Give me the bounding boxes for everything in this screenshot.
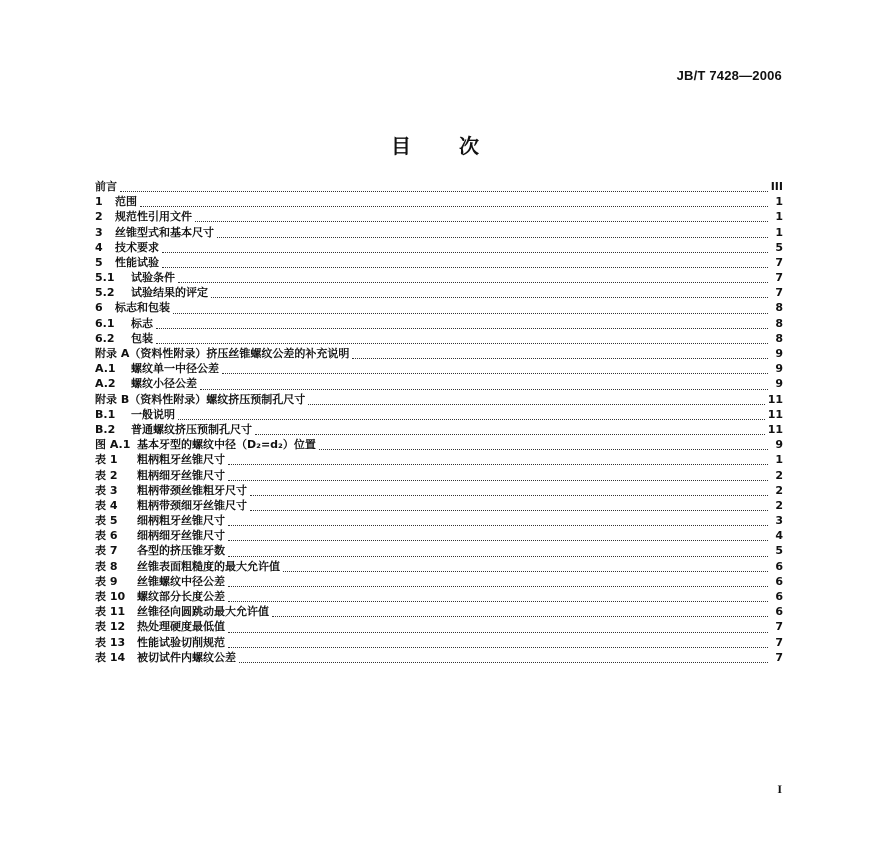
toc-entry-page: 2 bbox=[775, 483, 783, 497]
table-of-contents bbox=[95, 179, 783, 665]
toc-entry-number: A.2 bbox=[95, 377, 116, 391]
toc-leader-dots bbox=[156, 333, 768, 344]
toc-entry[interactable] bbox=[95, 285, 783, 300]
toc-entry-page: 7 bbox=[775, 635, 783, 649]
toc-leader-dots bbox=[308, 394, 764, 405]
toc-entry[interactable] bbox=[95, 452, 783, 467]
toc-entry-number: 3 bbox=[95, 225, 103, 239]
toc-entry-title: 性能试验 bbox=[115, 255, 159, 269]
toc-entry[interactable] bbox=[95, 346, 783, 361]
page-title bbox=[0, 130, 870, 159]
toc-entry-title: 包装 bbox=[131, 331, 153, 345]
toc-entry-page: 1 bbox=[775, 210, 783, 224]
toc-entry[interactable] bbox=[95, 209, 783, 224]
toc-entry-page: 5 bbox=[775, 240, 783, 254]
toc-entry-title: 试验结果的评定 bbox=[131, 286, 208, 300]
toc-entry[interactable] bbox=[95, 650, 783, 665]
toc-entry-number: 表 3 bbox=[95, 483, 118, 497]
toc-leader-dots bbox=[228, 546, 768, 557]
toc-entry[interactable] bbox=[95, 225, 783, 240]
toc-leader-dots bbox=[283, 561, 768, 572]
toc-leader-dots bbox=[250, 500, 768, 511]
toc-entry[interactable] bbox=[95, 498, 783, 513]
toc-entry-number: 表 1 bbox=[95, 453, 118, 467]
toc-entry-page: 8 bbox=[775, 316, 783, 330]
toc-entry-page: 6 bbox=[775, 590, 783, 604]
toc-entry-number: 6 bbox=[95, 301, 103, 315]
toc-entry-title: 螺纹部分长度公差 bbox=[137, 590, 225, 604]
toc-entry-number: 表 8 bbox=[95, 559, 118, 573]
toc-entry-page: 2 bbox=[775, 498, 783, 512]
toc-leader-dots bbox=[250, 485, 768, 496]
toc-entry-number: 6.1 bbox=[95, 316, 115, 330]
toc-leader-dots bbox=[162, 242, 768, 253]
toc-leader-dots bbox=[228, 576, 768, 587]
toc-entry-number: 表 7 bbox=[95, 544, 118, 558]
toc-entry-page: 8 bbox=[775, 331, 783, 345]
toc-entry-title: 粗柄带颈丝锥粗牙尺寸 bbox=[137, 483, 247, 497]
toc-leader-dots bbox=[120, 181, 768, 192]
toc-entry[interactable] bbox=[95, 376, 783, 391]
toc-entry-page: 11 bbox=[767, 407, 783, 421]
title-char-1: 目 bbox=[391, 134, 411, 158]
toc-entry-number: 表 4 bbox=[95, 498, 118, 512]
toc-entry-number: 2 bbox=[95, 210, 103, 224]
toc-entry[interactable] bbox=[95, 544, 783, 559]
toc-entry[interactable] bbox=[95, 316, 783, 331]
toc-entry[interactable] bbox=[95, 513, 783, 528]
toc-entry[interactable] bbox=[95, 194, 783, 209]
toc-leader-dots bbox=[217, 227, 768, 238]
toc-entry[interactable] bbox=[95, 559, 783, 574]
toc-entry-title: 技术要求 bbox=[115, 240, 159, 254]
toc-entry-number: 5 bbox=[95, 255, 103, 269]
toc-leader-dots bbox=[319, 439, 768, 450]
toc-entry-title: 试验条件 bbox=[131, 271, 175, 285]
toc-entry-title: 普通螺纹挤压预制孔尺寸 bbox=[131, 422, 252, 436]
toc-entry-page: 9 bbox=[775, 347, 783, 361]
toc-leader-dots bbox=[228, 470, 768, 481]
toc-entry[interactable] bbox=[95, 240, 783, 255]
toc-entry[interactable] bbox=[95, 604, 783, 619]
toc-entry-title: 丝锥螺纹中径公差 bbox=[137, 574, 225, 588]
toc-entry[interactable] bbox=[95, 392, 783, 407]
toc-entry-number: 表 10 bbox=[95, 590, 126, 604]
toc-leader-dots bbox=[222, 363, 768, 374]
toc-entry[interactable] bbox=[95, 635, 783, 650]
toc-entry-number: B.2 bbox=[95, 422, 116, 436]
toc-leader-dots bbox=[173, 303, 768, 314]
toc-entry[interactable] bbox=[95, 437, 783, 452]
page-number: I bbox=[777, 782, 782, 796]
toc-entry-number: A.1 bbox=[95, 362, 116, 376]
toc-entry-number: 1 bbox=[95, 195, 103, 209]
toc-entry-number: 表 14 bbox=[95, 650, 126, 664]
toc-entry[interactable] bbox=[95, 574, 783, 589]
toc-leader-dots bbox=[352, 348, 768, 359]
toc-entry-title: 细柄粗牙丝锥尺寸 bbox=[137, 514, 225, 528]
toc-entry-page: 4 bbox=[775, 529, 783, 543]
toc-entry-title: 基本牙型的螺纹中径（D₂=d₂）位置 bbox=[137, 438, 316, 452]
toc-leader-dots bbox=[228, 530, 768, 541]
toc-entry-title: 各型的挤压锥牙数 bbox=[137, 544, 225, 558]
toc-entry-title: 范围 bbox=[115, 195, 137, 209]
toc-entry-title: 螺纹单一中径公差 bbox=[131, 362, 219, 376]
toc-entry-page: 6 bbox=[775, 559, 783, 573]
toc-entry-title: 粗柄细牙丝锥尺寸 bbox=[137, 468, 225, 482]
toc-entry-title: 丝锥型式和基本尺寸 bbox=[115, 225, 214, 239]
toc-leader-dots bbox=[156, 318, 768, 329]
toc-entry-page: 1 bbox=[775, 453, 783, 467]
toc-entry-page: 7 bbox=[775, 255, 783, 269]
toc-entry-title: 粗柄粗牙丝锥尺寸 bbox=[137, 453, 225, 467]
toc-entry-page: 7 bbox=[775, 286, 783, 300]
toc-entry-page: 11 bbox=[767, 392, 783, 406]
toc-leader-dots bbox=[211, 287, 768, 298]
toc-entry[interactable] bbox=[95, 179, 783, 194]
toc-entry-page: 6 bbox=[775, 605, 783, 619]
toc-entry-number: 图 A.1 bbox=[95, 438, 131, 452]
toc-entry-page: 11 bbox=[767, 422, 783, 436]
toc-entry[interactable] bbox=[95, 270, 783, 285]
toc-leader-dots bbox=[178, 272, 768, 283]
toc-entry-title: 被切试件内螺纹公差 bbox=[137, 650, 236, 664]
toc-entry-page: 1 bbox=[775, 195, 783, 209]
toc-entry-title: 规范性引用文件 bbox=[115, 210, 192, 224]
toc-entry-title: 粗柄带颈细牙丝锥尺寸 bbox=[137, 498, 247, 512]
toc-leader-dots bbox=[228, 622, 768, 633]
toc-entry-number: 4 bbox=[95, 240, 103, 254]
toc-entry[interactable] bbox=[95, 528, 783, 543]
toc-entry[interactable] bbox=[95, 589, 783, 604]
toc-entry-page: 3 bbox=[775, 514, 783, 528]
toc-leader-dots bbox=[195, 211, 768, 222]
toc-entry-number: 表 12 bbox=[95, 620, 126, 634]
toc-entry-page: III bbox=[770, 179, 783, 193]
toc-entry-title: 丝锥表面粗糙度的最大允许值 bbox=[137, 559, 280, 573]
standard-number: JB/T 7428—2006 bbox=[676, 68, 782, 83]
toc-entry-page: 2 bbox=[775, 468, 783, 482]
toc-entry-number: 表 9 bbox=[95, 574, 118, 588]
toc-entry-title: 标志和包装 bbox=[115, 301, 170, 315]
toc-entry-title: 标志 bbox=[131, 316, 153, 330]
toc-entry-page: 8 bbox=[775, 301, 783, 315]
toc-entry-page: 1 bbox=[775, 225, 783, 239]
toc-entry-title: 性能试验切削规范 bbox=[137, 635, 225, 649]
toc-entry[interactable] bbox=[95, 301, 783, 316]
toc-entry[interactable] bbox=[95, 361, 783, 376]
toc-entry[interactable] bbox=[95, 619, 783, 634]
toc-entry-page: 7 bbox=[775, 620, 783, 634]
toc-leader-dots bbox=[228, 637, 768, 648]
toc-entry-title: 螺纹小径公差 bbox=[131, 377, 197, 391]
toc-entry[interactable] bbox=[95, 422, 783, 437]
toc-entry-number: 表 6 bbox=[95, 529, 118, 543]
toc-leader-dots bbox=[178, 409, 765, 420]
toc-entry-number: 表 13 bbox=[95, 635, 126, 649]
toc-entry-page: 9 bbox=[775, 362, 783, 376]
toc-leader-dots bbox=[239, 652, 768, 663]
toc-entry-title: 细柄细牙丝锥尺寸 bbox=[137, 529, 225, 543]
toc-entry-number: B.1 bbox=[95, 407, 116, 421]
toc-entry-title: 附录 B（资料性附录）螺纹挤压预制孔尺寸 bbox=[95, 392, 306, 406]
toc-leader-dots bbox=[140, 196, 768, 207]
toc-entry-title: 附录 A（资料性附录）挤压丝锥螺纹公差的补充说明 bbox=[95, 347, 350, 361]
toc-entry-number: 6.2 bbox=[95, 331, 115, 345]
toc-entry-number: 5.1 bbox=[95, 271, 115, 285]
toc-entry-title: 前言 bbox=[95, 179, 117, 193]
toc-entry-number: 表 11 bbox=[95, 605, 126, 619]
toc-entry-title: 热处理硬度最低值 bbox=[137, 620, 225, 634]
toc-entry-title: 丝锥径向圆跳动最大允许值 bbox=[137, 605, 269, 619]
toc-entry-page: 9 bbox=[775, 438, 783, 452]
toc-entry[interactable] bbox=[95, 483, 783, 498]
toc-entry-title: 一般说明 bbox=[131, 407, 175, 421]
toc-leader-dots bbox=[228, 591, 768, 602]
toc-entry[interactable] bbox=[95, 407, 783, 422]
toc-leader-dots bbox=[228, 454, 768, 465]
toc-entry-number: 5.2 bbox=[95, 286, 115, 300]
toc-leader-dots bbox=[162, 257, 768, 268]
toc-entry[interactable] bbox=[95, 255, 783, 270]
toc-leader-dots bbox=[255, 424, 765, 435]
toc-leader-dots bbox=[200, 379, 768, 390]
toc-leader-dots bbox=[228, 515, 768, 526]
toc-entry-page: 6 bbox=[775, 574, 783, 588]
toc-entry-number: 表 2 bbox=[95, 468, 118, 482]
toc-entry-page: 5 bbox=[775, 544, 783, 558]
toc-entry-page: 7 bbox=[775, 650, 783, 664]
toc-leader-dots bbox=[272, 606, 768, 617]
toc-entry[interactable] bbox=[95, 331, 783, 346]
toc-entry-page: 9 bbox=[775, 377, 783, 391]
toc-entry[interactable] bbox=[95, 468, 783, 483]
toc-entry-number: 表 5 bbox=[95, 514, 118, 528]
toc-entry-page: 7 bbox=[775, 271, 783, 285]
title-char-2: 次 bbox=[459, 134, 479, 158]
